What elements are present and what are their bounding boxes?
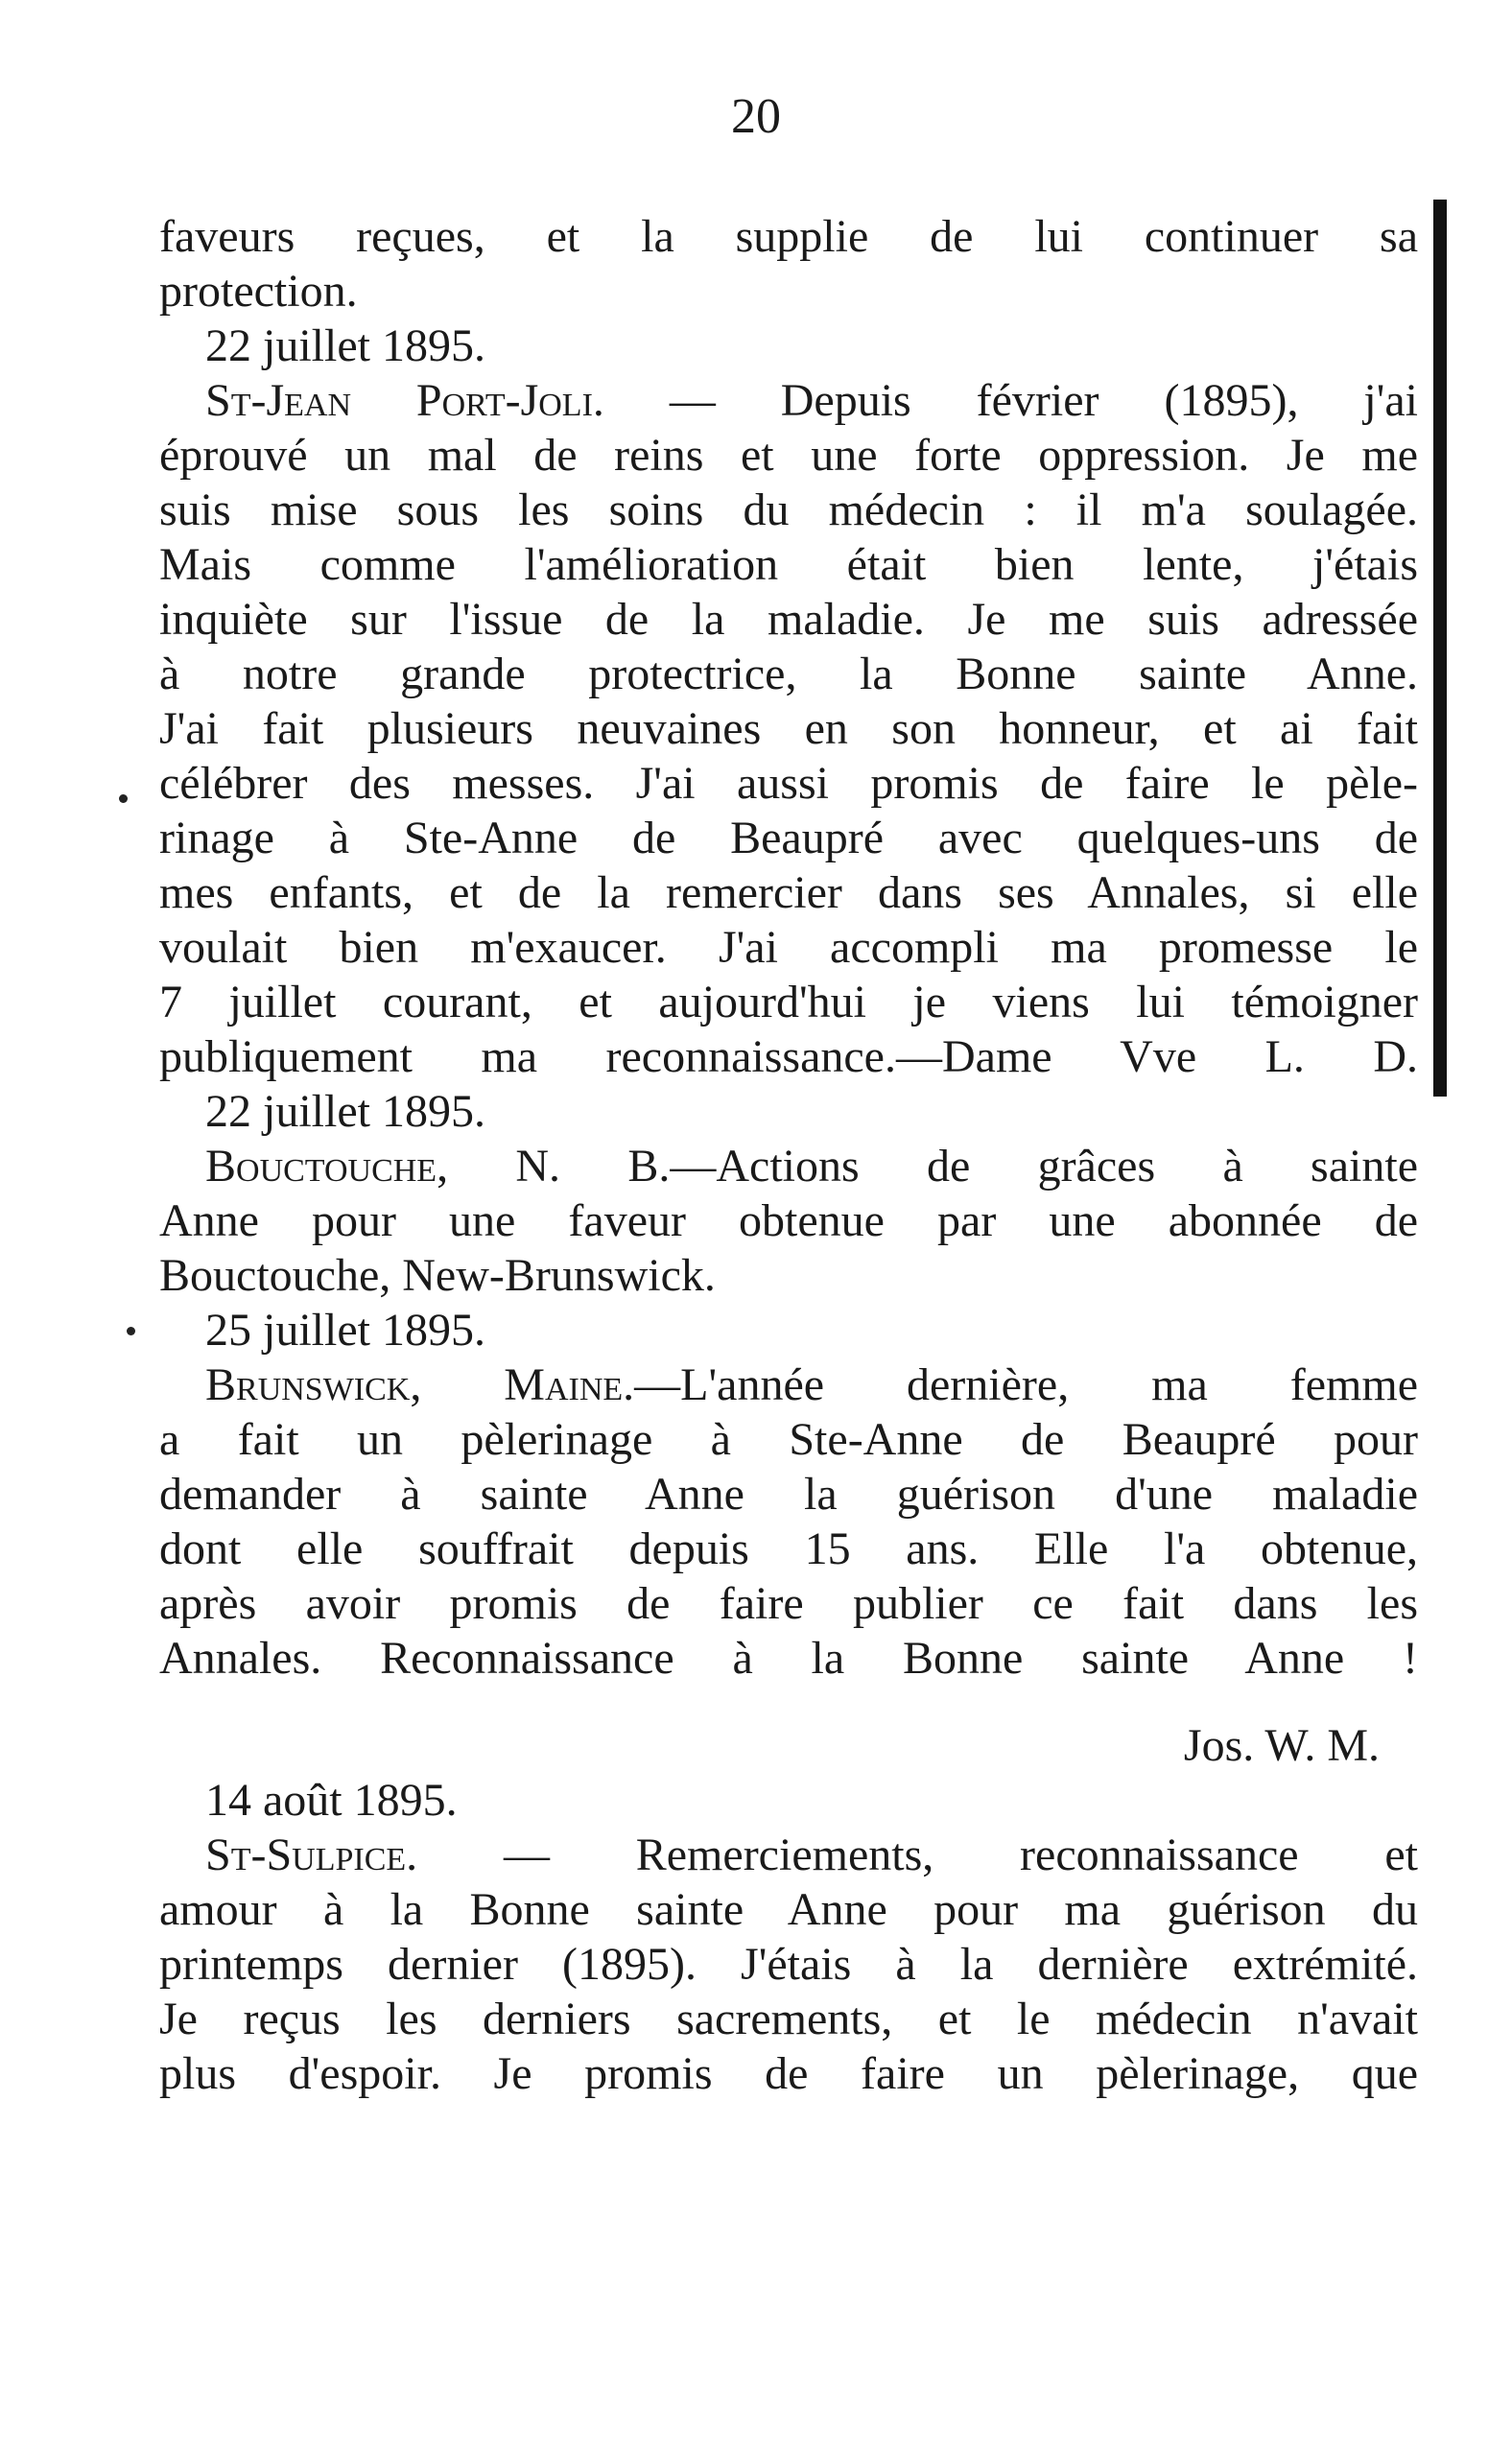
line-text: 25 juillet 1895. (205, 1305, 485, 1356)
text-line (159, 1303, 1418, 1357)
line-text: inquiète sur l'issue de la maladie. Je me suis adressée (159, 594, 1418, 645)
line-text: plus d'espoir. Je promis de faire un pèlerinage, que (159, 2048, 1418, 2099)
text-line (159, 1631, 1418, 1686)
line-text: 22 juillet 1895. (205, 320, 485, 371)
line-text: rinage à Ste-Anne de Beaupré avec quelques-uns de (159, 813, 1418, 863)
text-line (159, 865, 1418, 920)
text-line (159, 1828, 1418, 1882)
line-text: Anne pour une faveur obtenue par une abonnée de (159, 1195, 1418, 1246)
line-text: —Actions de grâces à sainte (670, 1141, 1418, 1192)
place-name: St-Sulpice. (205, 1829, 418, 1880)
line-text: après avoir promis de faire publier ce fait dans les (159, 1578, 1418, 1629)
line-text: a fait un pèlerinage à Ste-Anne de Beaupré pour (159, 1414, 1418, 1465)
text-line (159, 1248, 1418, 1303)
text-line (159, 1357, 1418, 1412)
text-line (159, 1992, 1418, 2046)
line-text: éprouvé un mal de reins et une forte oppression. Je me (159, 430, 1418, 481)
text-line (159, 483, 1418, 537)
line-text: suis mise sous les soins du médecin : il m'a soulagée. (159, 484, 1418, 535)
line-text: — Remerciements, reconnaissance et (417, 1829, 1418, 1880)
text-line (159, 319, 1418, 373)
text-line (159, 1882, 1418, 1937)
line-text: Annales. Reconnaissance à la Bonne sainte Anne ! (159, 1633, 1418, 1684)
text-line (159, 209, 1418, 264)
text-line (159, 647, 1418, 701)
line-text: J'ai fait plusieurs neuvaines en son honneur, et ai fait (159, 703, 1418, 754)
text-line (159, 1193, 1418, 1248)
line-text: à notre grande protectrice, la Bonne sainte Anne. (159, 649, 1418, 699)
place-name: Bouctouche, N. B. (205, 1141, 671, 1192)
line-gap (159, 1686, 1418, 1718)
text-line (159, 756, 1418, 811)
text-line (159, 1718, 1418, 1773)
text-line (159, 1522, 1418, 1576)
text-line (159, 975, 1418, 1029)
place-name: St-Jean Port-Joli. (205, 375, 604, 426)
line-text: dont elle souffrait depuis 15 ans. Elle l'a obtenue, (159, 1523, 1418, 1574)
page-number: 20 (731, 89, 781, 144)
line-text: Je reçus les derniers sacrements, et le médecin n'avait (159, 1994, 1418, 2044)
line-text: 7 juillet courant, et aujourd'hui je viens lui témoigner (159, 977, 1418, 1027)
line-text: printemps dernier (1895). J'étais à la dernière extrémité. (159, 1939, 1418, 1990)
line-text: Bouctouche, New-Brunswick. (159, 1250, 716, 1301)
text-line (159, 537, 1418, 592)
line-text: Mais comme l'amélioration était bien lente, j'étais (159, 539, 1418, 590)
line-text: publiquement ma reconnaissance.—Dame Vve L. D. (159, 1031, 1418, 1082)
text-line (159, 2046, 1418, 2101)
text-line (159, 1773, 1418, 1828)
text-line (159, 701, 1418, 756)
margin-rule (1433, 200, 1447, 1097)
margin-dot (119, 794, 128, 803)
text-line (159, 264, 1418, 319)
line-text: demander à sainte Anne la guérison d'une maladie (159, 1469, 1418, 1520)
line-text: —L'année dernière, ma femme (634, 1359, 1418, 1410)
line-text: amour à la Bonne sainte Anne pour ma guérison du (159, 1884, 1418, 1935)
line-text: — Depuis février (1895), j'ai (603, 375, 1418, 426)
text-line (159, 428, 1418, 483)
place-name: Brunswick, Maine. (205, 1359, 635, 1410)
text-line (159, 1467, 1418, 1522)
text-line (159, 373, 1418, 428)
text-line (159, 592, 1418, 647)
line-text: célébrer des messes. J'ai aussi promis de faire le pèle- (159, 758, 1418, 809)
line-text: voulait bien m'exaucer. J'ai accompli ma promesse le (159, 922, 1418, 973)
line-text: 14 août 1895. (205, 1775, 458, 1826)
line-text: Jos. W. M. (1183, 1720, 1380, 1771)
line-text: faveurs reçues, et la supplie de lui continuer sa (159, 211, 1418, 262)
line-text: protection. (159, 266, 358, 317)
body-text (159, 209, 1418, 2101)
text-line (159, 1412, 1418, 1467)
text-line (159, 1576, 1418, 1631)
text-line (159, 1084, 1418, 1139)
text-line (159, 920, 1418, 975)
text-line (159, 1937, 1418, 1992)
text-line (159, 811, 1418, 865)
line-text: mes enfants, et de la remercier dans ses Annales, si elle (159, 867, 1418, 918)
margin-dot (127, 1327, 135, 1335)
line-text: 22 juillet 1895. (205, 1086, 485, 1137)
text-line (159, 1029, 1418, 1084)
text-line (159, 1139, 1418, 1193)
